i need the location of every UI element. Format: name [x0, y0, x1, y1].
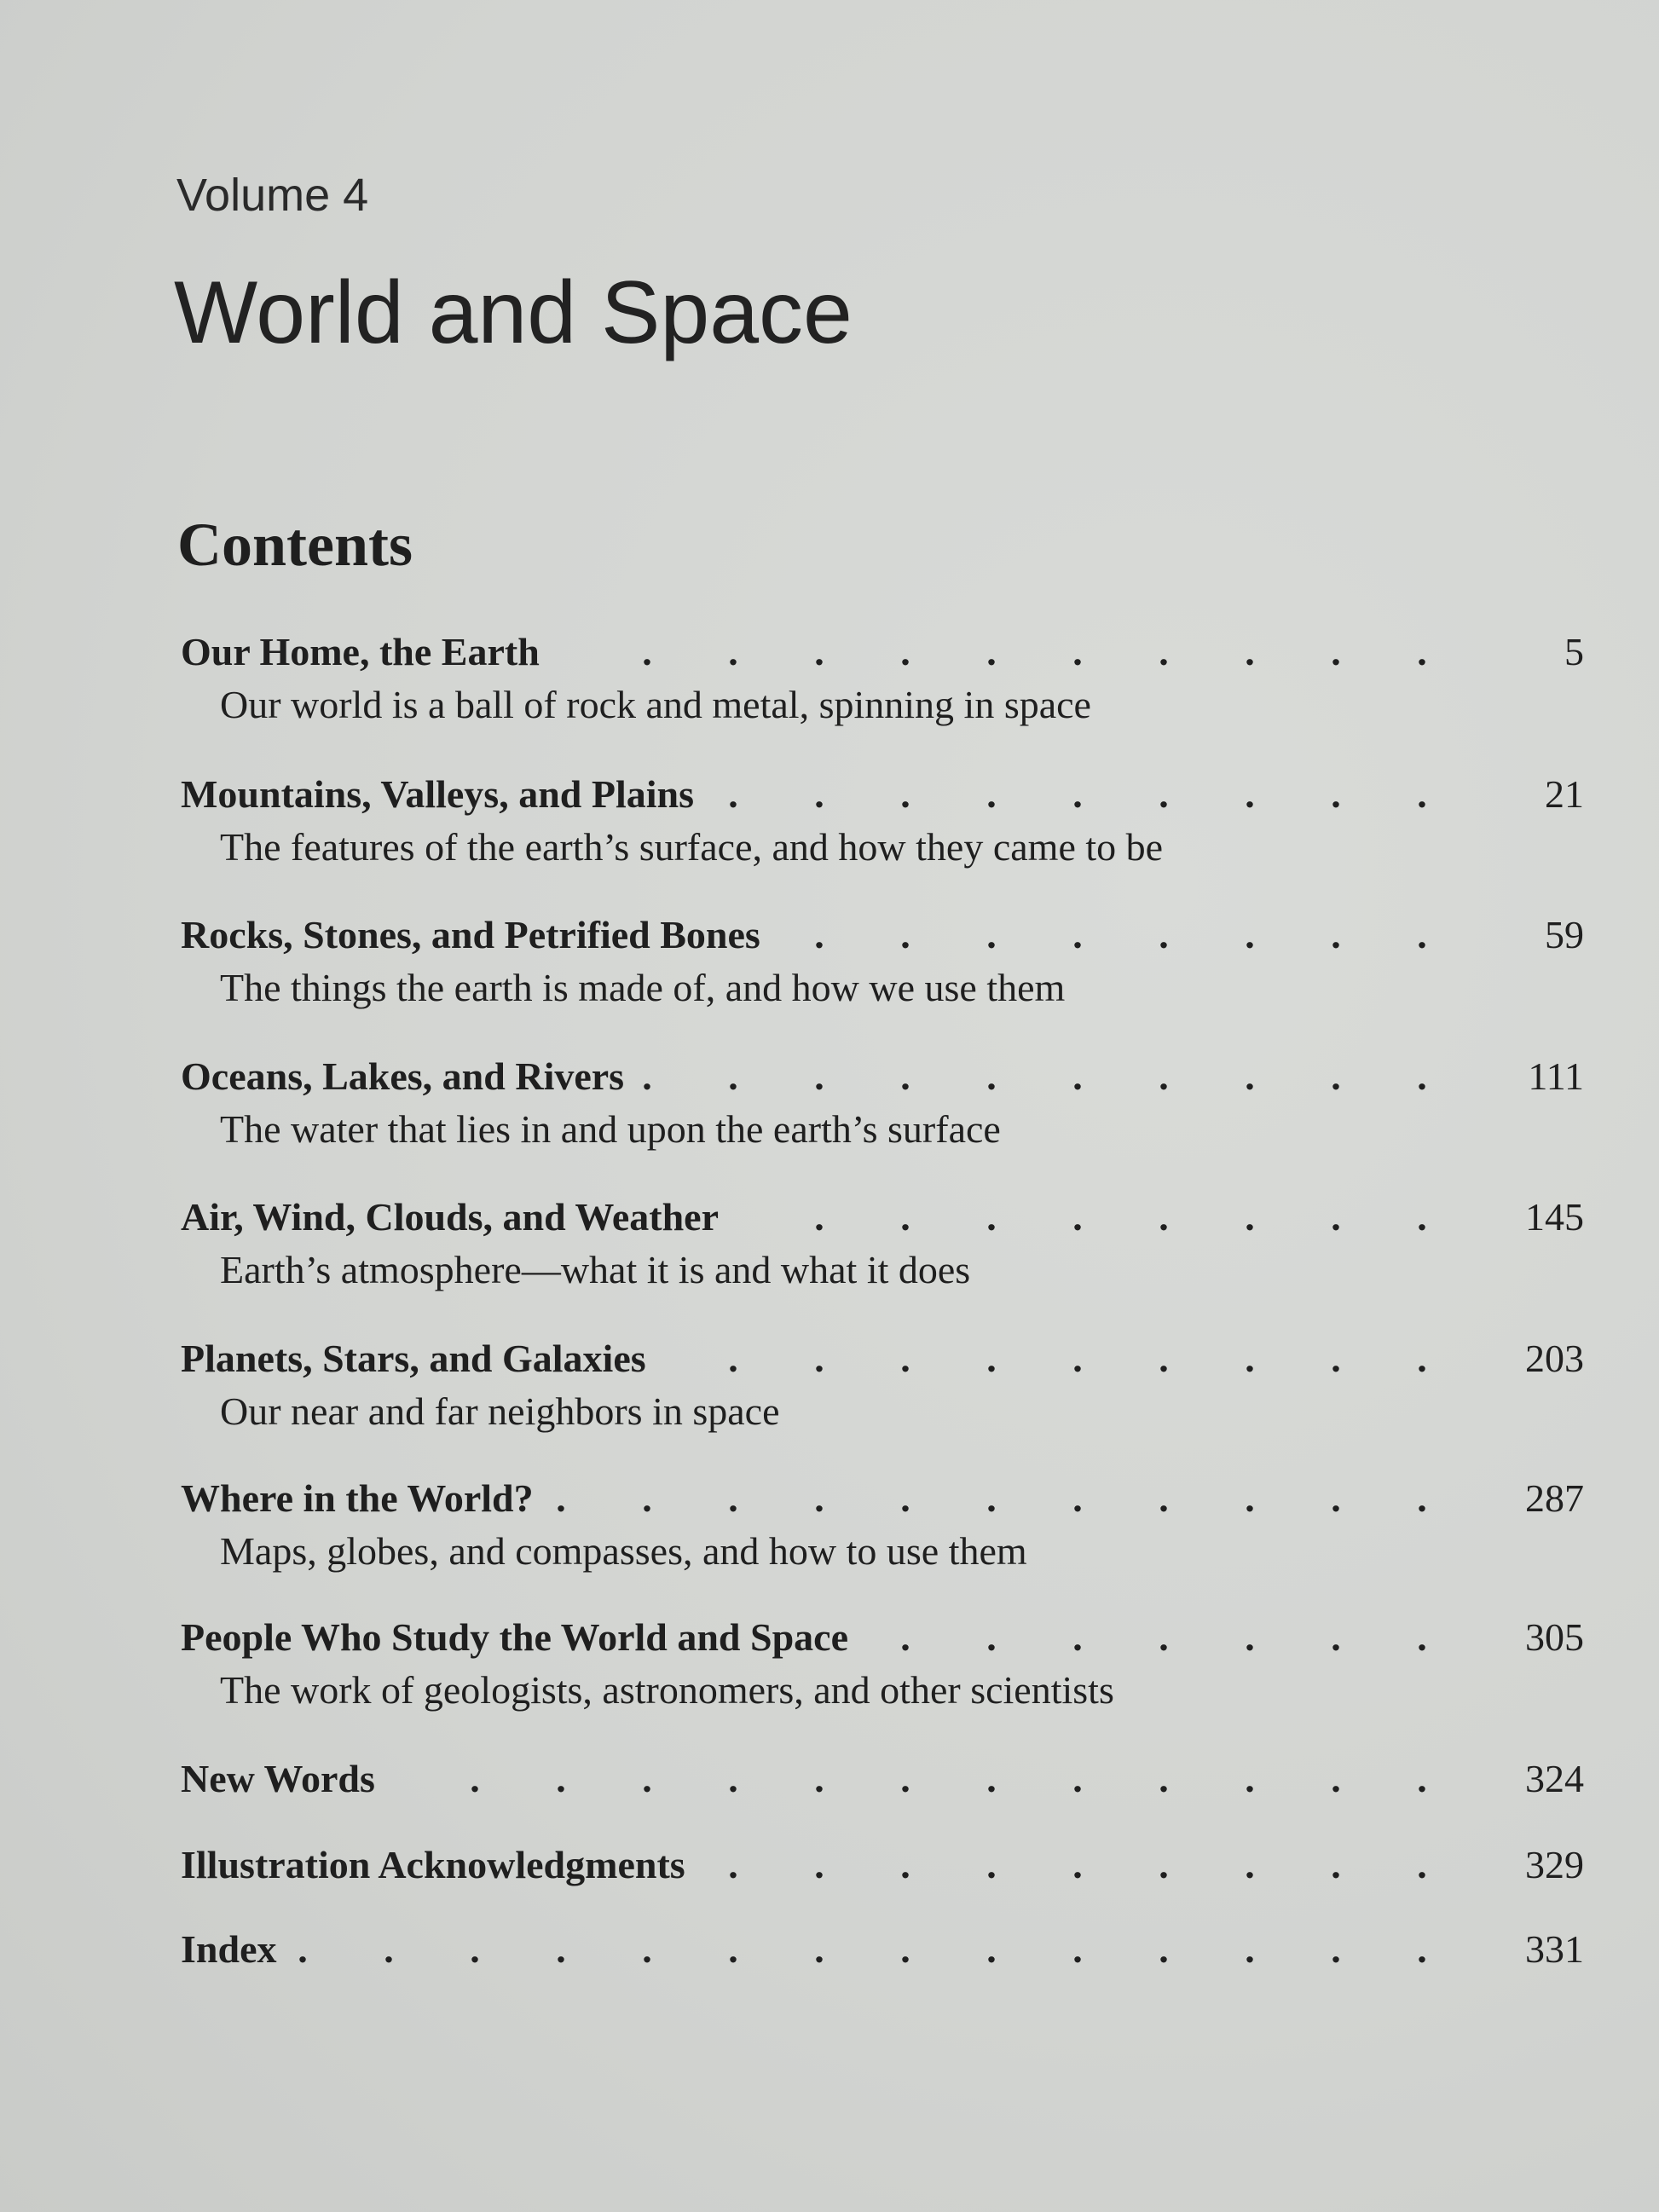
- leader-dot: .: [642, 1054, 652, 1098]
- leader-dot: .: [900, 1195, 910, 1239]
- leader-dot: .: [814, 913, 824, 956]
- toc-entry: [181, 1612, 1584, 1712]
- toc-entry-row: [181, 1051, 1584, 1102]
- leader-dot: .: [1417, 1843, 1427, 1886]
- leader-dot: .: [814, 1843, 824, 1886]
- leader-dot: .: [1159, 1054, 1169, 1098]
- entry-page-number: 145: [1525, 1195, 1584, 1239]
- leader-dot: .: [1331, 1476, 1341, 1520]
- toc-entry: [181, 1839, 1584, 1891]
- leader-dot: .: [728, 772, 738, 816]
- leader-dot: .: [1159, 1843, 1169, 1886]
- toc-entry: [181, 1753, 1584, 1805]
- leader-dot: .: [814, 1054, 824, 1098]
- leader-dot: .: [470, 1927, 480, 1971]
- entry-title: Air, Wind, Clouds, and Weather: [181, 1195, 719, 1239]
- toc-entry-row: [181, 1333, 1584, 1384]
- leader-dot: .: [728, 1476, 738, 1520]
- toc-entry: [181, 1192, 1584, 1291]
- leader-dot: .: [1417, 913, 1427, 956]
- leader-dot: .: [642, 630, 652, 673]
- leader-dot: .: [814, 1757, 824, 1800]
- leader-dot: .: [900, 1843, 910, 1886]
- entry-page-number: 331: [1525, 1927, 1584, 1971]
- entry-subtitle: Maps, globes, and compasses, and how to use them: [220, 1529, 1027, 1573]
- leader-dot: .: [986, 630, 997, 673]
- leader-dot: .: [1159, 1476, 1169, 1520]
- leader-dot: .: [1245, 1195, 1255, 1239]
- entry-subtitle: Earth’s atmosphere—what it is and what it does: [220, 1248, 971, 1291]
- entry-subtitle: The work of geologists, astronomers, and other scientists: [220, 1668, 1114, 1712]
- entry-subtitle: Our world is a ball of rock and metal, spinning in space: [220, 683, 1091, 726]
- leader-dot: .: [986, 772, 997, 816]
- leader-dot: .: [1072, 1337, 1083, 1380]
- entry-title: Index: [181, 1927, 277, 1971]
- toc-entry-row: [181, 1839, 1584, 1891]
- leader-dot: .: [1331, 1195, 1341, 1239]
- volume-label: Volume 4: [176, 170, 369, 221]
- leader-dot: .: [1245, 1615, 1255, 1659]
- entry-page-number: 203: [1525, 1337, 1584, 1380]
- book-title: World and Space: [174, 263, 853, 362]
- leader-dot: .: [556, 1757, 566, 1800]
- leader-dot: .: [1245, 1927, 1255, 1971]
- toc-entry-row: [181, 910, 1584, 961]
- leader-dot: .: [814, 630, 824, 673]
- toc-entry-row: [181, 1753, 1584, 1805]
- entry-page-number: 5: [1564, 630, 1584, 673]
- leader-dot: .: [986, 1195, 997, 1239]
- leader-dot: .: [814, 1195, 824, 1239]
- leader-dot: .: [1331, 1615, 1341, 1659]
- leader-dot: .: [728, 1843, 738, 1886]
- entry-title: Rocks, Stones, and Petrified Bones: [181, 913, 760, 956]
- leader-dot: .: [1159, 1757, 1169, 1800]
- leader-dot: .: [728, 630, 738, 673]
- toc-entry-row: [181, 1473, 1584, 1524]
- entry-page-number: 287: [1525, 1476, 1584, 1520]
- entry-subtitle: Our near and far neighbors in space: [220, 1389, 780, 1433]
- leader-dot: .: [1245, 1337, 1255, 1380]
- leader-dot: .: [728, 1054, 738, 1098]
- leader-dot: .: [1331, 1927, 1341, 1971]
- leader-dot: .: [1072, 913, 1083, 956]
- leader-dot: .: [1331, 630, 1341, 673]
- toc-entry-row: [181, 769, 1584, 820]
- leader-dot: .: [900, 1927, 910, 1971]
- leader-dot: .: [900, 1054, 910, 1098]
- entry-subtitle: The features of the earth’s surface, and how they came to be: [220, 825, 1164, 869]
- entry-title: Illustration Acknowledgments: [181, 1843, 685, 1886]
- leader-dot: .: [1417, 1195, 1427, 1239]
- entry-title: Our Home, the Earth: [181, 630, 540, 673]
- contents-heading: Contents: [177, 511, 413, 579]
- leader-dot: .: [1159, 1927, 1169, 1971]
- leader-dot: .: [1331, 913, 1341, 956]
- entry-title: Planets, Stars, and Galaxies: [181, 1337, 646, 1380]
- entry-title: Oceans, Lakes, and Rivers: [181, 1054, 625, 1098]
- entry-subtitle: The water that lies in and upon the earth’s surface: [220, 1107, 1001, 1151]
- leader-dot: .: [986, 1615, 997, 1659]
- leader-dot: .: [1159, 913, 1169, 956]
- leader-dot: .: [986, 1927, 997, 1971]
- leader-dot: .: [728, 1757, 738, 1800]
- leader-dot: .: [556, 1927, 566, 1971]
- leader-dot: .: [986, 913, 997, 956]
- leader-dot: .: [1331, 772, 1341, 816]
- leader-dot: .: [1072, 1054, 1083, 1098]
- leader-dot: .: [1072, 1927, 1083, 1971]
- leader-dot: .: [900, 772, 910, 816]
- leader-dot: .: [1072, 772, 1083, 816]
- entry-subtitle: The things the earth is made of, and how we use them: [220, 966, 1066, 1009]
- leader-dot: .: [1245, 1757, 1255, 1800]
- leader-dot: .: [814, 1337, 824, 1380]
- entry-title: People Who Study the World and Space: [181, 1615, 849, 1659]
- toc-entry: [181, 1473, 1584, 1573]
- toc-entry-row: [181, 1924, 1584, 1975]
- leader-dot: .: [1417, 1337, 1427, 1380]
- leader-dot: .: [1331, 1843, 1341, 1886]
- toc-entry-row: [181, 627, 1584, 678]
- toc-entry: [181, 769, 1584, 869]
- leader-dot: .: [900, 1757, 910, 1800]
- toc-entry: [181, 1924, 1584, 1975]
- leader-dot: .: [1417, 1476, 1427, 1520]
- leader-dot: .: [1159, 772, 1169, 816]
- leader-dot: .: [1245, 772, 1255, 816]
- leader-dot: .: [986, 1757, 997, 1800]
- leader-dot: .: [642, 1476, 652, 1520]
- leader-dot: .: [1072, 1757, 1083, 1800]
- leader-dot: .: [1417, 1054, 1427, 1098]
- leader-dot: .: [900, 630, 910, 673]
- leader-dot: .: [1159, 1337, 1169, 1380]
- leader-dot: .: [986, 1843, 997, 1886]
- entry-page-number: 305: [1525, 1615, 1584, 1659]
- leader-dot: .: [470, 1757, 480, 1800]
- leader-dot: .: [1159, 1195, 1169, 1239]
- leader-dot: .: [298, 1927, 308, 1971]
- leader-dot: .: [986, 1054, 997, 1098]
- entry-page-number: 329: [1525, 1843, 1584, 1886]
- leader-dot: .: [1417, 630, 1427, 673]
- leader-dot: .: [1072, 630, 1083, 673]
- toc-entry: [181, 627, 1584, 726]
- leader-dot: .: [1159, 630, 1169, 673]
- entry-title: Mountains, Valleys, and Plains: [181, 772, 695, 816]
- entry-title: Where in the World?: [181, 1476, 534, 1520]
- leader-dot: .: [814, 1927, 824, 1971]
- leader-dot: .: [1245, 1843, 1255, 1886]
- leader-dot: .: [1417, 1757, 1427, 1800]
- leader-dot: .: [814, 772, 824, 816]
- entry-title: New Words: [181, 1757, 375, 1800]
- leader-dot: .: [556, 1476, 566, 1520]
- entry-page-number: 21: [1545, 772, 1584, 816]
- leader-dot: .: [1245, 1054, 1255, 1098]
- leader-dot: .: [986, 1337, 997, 1380]
- leader-dot: .: [1072, 1843, 1083, 1886]
- leader-dot: .: [1417, 772, 1427, 816]
- leader-dot: .: [900, 913, 910, 956]
- leader-dot: .: [1072, 1615, 1083, 1659]
- toc-entry: [181, 910, 1584, 1009]
- toc-entry-row: [181, 1612, 1584, 1663]
- leader-dot: .: [1245, 1476, 1255, 1520]
- leader-dot: .: [900, 1615, 910, 1659]
- leader-dot: .: [384, 1927, 394, 1971]
- leader-dot: .: [728, 1927, 738, 1971]
- toc-entry: [181, 1051, 1584, 1151]
- leader-dot: .: [642, 1927, 652, 1971]
- leader-dot: .: [900, 1337, 910, 1380]
- leader-dot: .: [1417, 1927, 1427, 1971]
- leader-dot: .: [1331, 1054, 1341, 1098]
- leader-dot: .: [814, 1476, 824, 1520]
- leader-dot: .: [1159, 1615, 1169, 1659]
- leader-dot: .: [900, 1476, 910, 1520]
- leader-dot: .: [1072, 1195, 1083, 1239]
- leader-dot: .: [1245, 913, 1255, 956]
- leader-dot: .: [642, 1757, 652, 1800]
- toc-entry: [181, 1333, 1584, 1433]
- leader-dot: .: [1245, 630, 1255, 673]
- toc-entry-row: [181, 1192, 1584, 1243]
- leader-dot: .: [986, 1476, 997, 1520]
- leader-dot: .: [1072, 1476, 1083, 1520]
- entry-page-number: 111: [1528, 1054, 1584, 1098]
- entry-page-number: 324: [1525, 1757, 1584, 1800]
- leader-dot: .: [1331, 1337, 1341, 1380]
- leader-dot: .: [1331, 1757, 1341, 1800]
- leader-dot: .: [728, 1337, 738, 1380]
- leader-dot: .: [1417, 1615, 1427, 1659]
- entry-page-number: 59: [1545, 913, 1584, 956]
